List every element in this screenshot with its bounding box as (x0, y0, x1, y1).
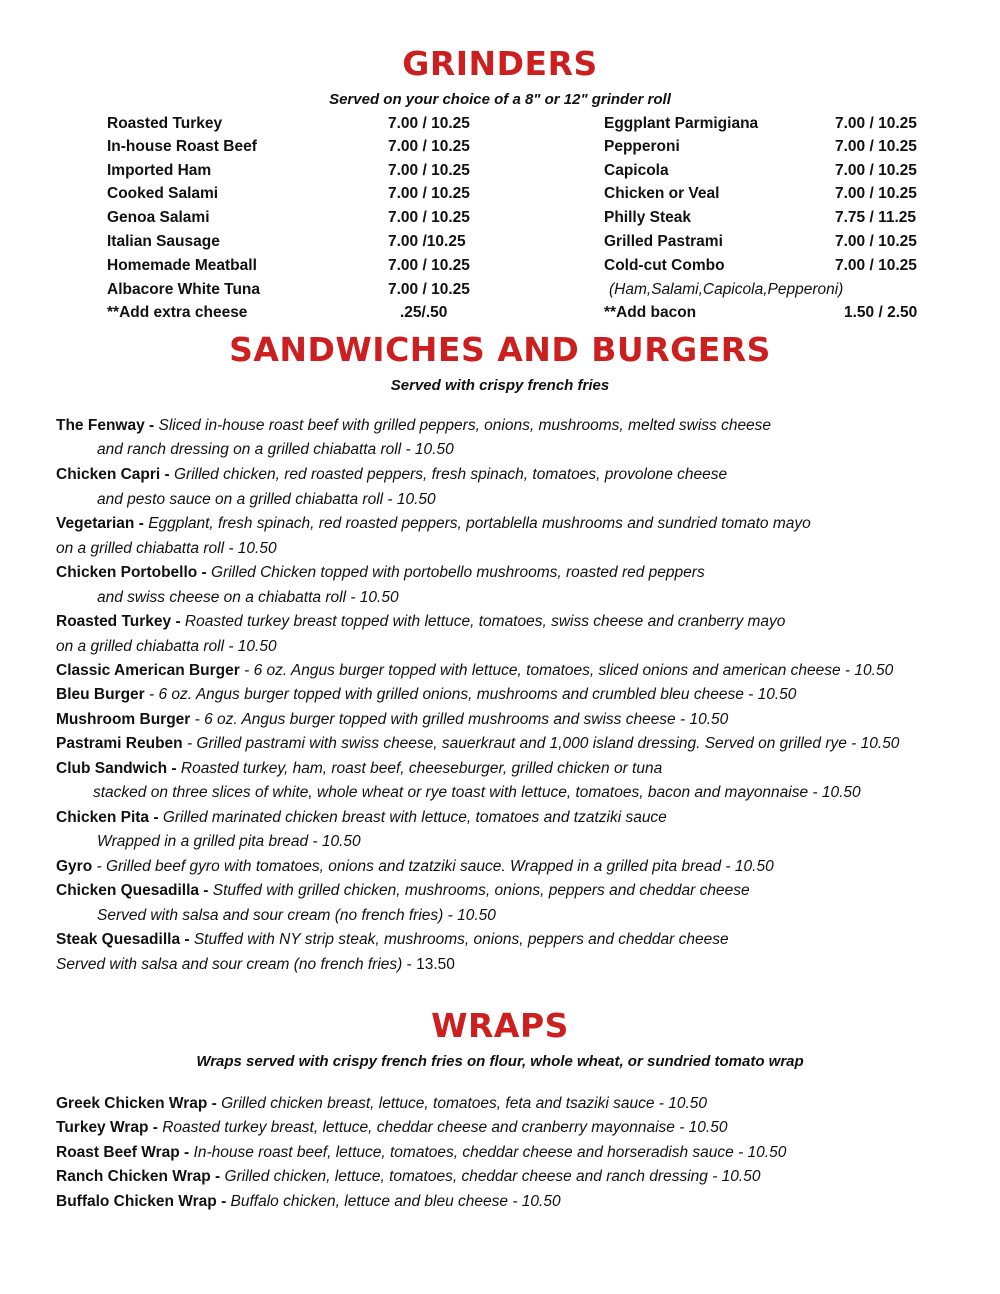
sandwiches-title: SANDWICHES AND BURGERS (229, 330, 771, 369)
list-item: Steak Quesadilla - Stuffed with NY strip steak, mushrooms, onions, peppers and cheddar cheese (56, 931, 729, 948)
list-item: Chicken Portobello - Grilled Chicken topped with portobello mushrooms, roasted red peppers (56, 564, 705, 581)
list-item-continuation: Served with salsa and sour cream (no french fries) - 10.50 (97, 907, 496, 924)
sandwiches-subtitle: Served with crispy french fries (390, 377, 610, 394)
list-item: Vegetarian - Eggplant, fresh spinach, red roasted peppers, portablella mushrooms and sundried tomato mayo (56, 515, 811, 532)
list-item-continuation: Served with salsa and sour cream (no french fries) - 13.50 (56, 956, 455, 973)
list-item: Chicken Pita - Grilled marinated chicken breast with lettuce, tomatoes and tzatziki sauce (56, 809, 667, 826)
list-item: Classic American Burger - 6 oz. Angus burger topped with lettuce, tomatoes, sliced onions and american cheese - 10.50 (56, 662, 894, 679)
list-item-continuation: and ranch dressing on a grilled chiabatta roll - 10.50 (97, 441, 454, 458)
grinders-title: GRINDERS (402, 44, 598, 83)
list-item: Roast Beef Wrap - In-house roast beef, lettuce, tomatoes, cheddar cheese and horseradish sauce - 10.50 (56, 1144, 787, 1161)
list-item: Bleu Burger - 6 oz. Angus burger topped with grilled onions, mushrooms and crumbled bleu cheese - 10.50 (56, 686, 797, 703)
list-item-continuation: stacked on three slices of white, whole wheat or rye toast with lettuce, tomatoes, bacon and mayonnaise - 10.50 (93, 784, 861, 801)
list-item: Turkey Wrap - Roasted turkey breast, lettuce, cheddar cheese and cranberry mayonnaise - 10.50 (56, 1119, 728, 1136)
list-item: Greek Chicken Wrap - Grilled chicken breast, lettuce, tomatoes, feta and tsaziki sauce - 10.50 (56, 1095, 708, 1112)
list-item: Mushroom Burger - 6 oz. Angus burger topped with grilled mushrooms and swiss cheese - 10.50 (56, 711, 729, 728)
list-item-continuation: and pesto sauce on a grilled chiabatta roll - 10.50 (97, 491, 436, 508)
list-item: Chicken Quesadilla - Stuffed with grilled chicken, mushrooms, onions, peppers and cheddar cheese (56, 882, 750, 899)
list-item: Ranch Chicken Wrap - Grilled chicken, lettuce, tomatoes, cheddar cheese and ranch dressing - 10.50 (56, 1168, 761, 1185)
list-item: Pastrami Reuben - Grilled pastrami with swiss cheese, sauerkraut and 1,000 island dressing. Served on grilled rye - 10.50 (56, 735, 900, 752)
wraps-subtitle: Wraps served with crispy french fries on flour, whole wheat, or sundried tomato wrap (196, 1053, 804, 1070)
list-item: Club Sandwich - Roasted turkey, ham, roast beef, cheeseburger, grilled chicken or tuna (56, 760, 663, 777)
list-item-continuation: Wrapped in a grilled pita bread - 10.50 (97, 833, 361, 850)
list-item: Buffalo Chicken Wrap - Buffalo chicken, lettuce and bleu cheese - 10.50 (56, 1193, 561, 1210)
wraps-title: WRAPS (431, 1006, 569, 1045)
list-item: Gyro - Grilled beef gyro with tomatoes, onions and tzatziki sauce. Wrapped in a grilled pita bread - 10.50 (56, 858, 774, 875)
list-item-continuation: and swiss cheese on a chiabatta roll - 10.50 (97, 589, 399, 606)
list-item-continuation: on a grilled chiabatta roll - 10.50 (56, 540, 277, 557)
list-item-continuation: on a grilled chiabatta roll - 10.50 (56, 638, 277, 655)
list-item: Roasted Turkey - Roasted turkey breast topped with lettuce, tomatoes, swiss cheese and cranberry mayo (56, 613, 786, 630)
grinders-subtitle: Served on your choice of a 8" or 12" grinder roll (329, 91, 671, 108)
list-item: Chicken Capri - Grilled chicken, red roasted peppers, fresh spinach, tomatoes, provolone cheese (56, 466, 728, 483)
list-item: The Fenway - Sliced in-house roast beef with grilled peppers, onions, mushrooms, melted swiss cheese (56, 417, 772, 434)
